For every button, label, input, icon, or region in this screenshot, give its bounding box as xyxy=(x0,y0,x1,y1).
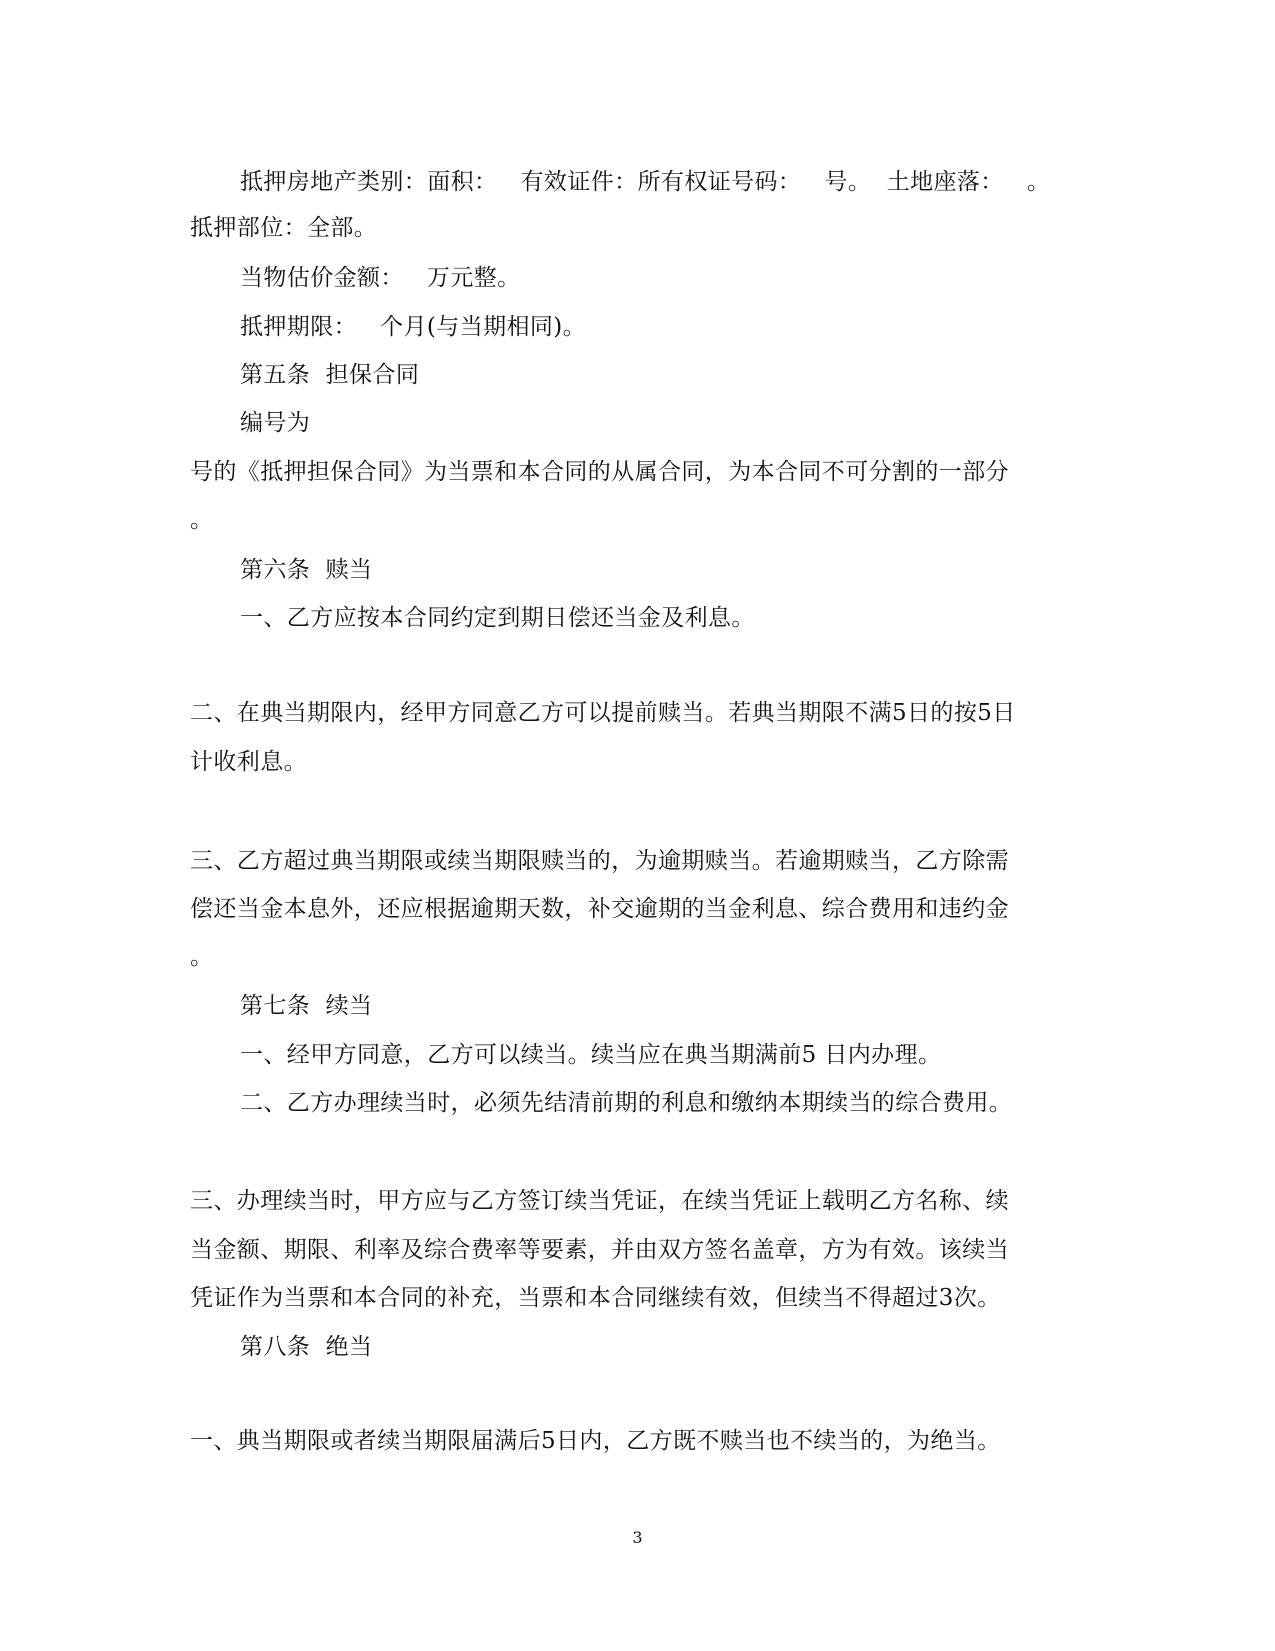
paragraph-line: 当金额、期限、利率及综合费率等要素，并由双方签名盖章，方为有效。该续当 xyxy=(190,1237,1009,1263)
paragraph-line: 抵押部位：全部。 xyxy=(190,215,378,241)
paragraph-line: 三、办理续当时，甲方应与乙方签订续当凭证，在续当凭证上载明乙方名称、续 xyxy=(190,1188,1009,1214)
paragraph-line: 一、乙方应按本合同约定到期日偿还当金及利息。 xyxy=(240,605,755,631)
paragraph-line: 计收利息。 xyxy=(190,749,307,775)
paragraph-line: 二、在典当期限内，经甲方同意乙方可以提前赎当。若典当期限不满5日的按5日 xyxy=(190,700,1016,726)
article-heading: 第六条 赎当 xyxy=(240,557,373,583)
paragraph-line: 抵押期限： 个月(与当期相同)。 xyxy=(240,314,587,340)
paragraph-line: 。 xyxy=(190,507,214,533)
paragraph-line: 当物估价金额： 万元整。 xyxy=(240,265,521,291)
paragraph-line: 凭证作为当票和本合同的补充，当票和本合同继续有效，但续当不得超过3次。 xyxy=(190,1285,1001,1311)
article-heading: 第八条 绝当 xyxy=(240,1334,373,1360)
page-number: 3 xyxy=(632,1528,643,1547)
paragraph-line: 二、乙方办理续当时，必须先结清前期的利息和缴纳本期续当的综合费用。 xyxy=(240,1090,1013,1116)
paragraph-line: 偿还当金本息外，还应根据逾期天数，补交逾期的当金利息、综合费用和违约金 xyxy=(190,896,1009,922)
paragraph-line: 。 xyxy=(190,944,214,970)
paragraph-line: 号的《抵押担保合同》为当票和本合同的从属合同，为本合同不可分割的一部分 xyxy=(190,459,1009,485)
paragraph-line: 一、典当期限或者续当期限届满后5日内，乙方既不赎当也不续当的，为绝当。 xyxy=(190,1428,1001,1454)
paragraph-line: 抵押房地产类别：面积： 有效证件：所有权证号码： 号。 土地座落： 。 xyxy=(240,169,1051,195)
paragraph-line: 三、乙方超过典当期限或续当期限赎当的，为逾期赎当。若逾期赎当，乙方除需 xyxy=(190,848,1009,874)
article-heading: 第五条 担保合同 xyxy=(240,362,420,388)
paragraph-line: 一、经甲方同意，乙方可以续当。续当应在典当期满前5 日内办理。 xyxy=(240,1042,942,1068)
paragraph-line: 编号为 xyxy=(240,410,311,436)
article-heading: 第七条 续当 xyxy=(240,993,373,1019)
